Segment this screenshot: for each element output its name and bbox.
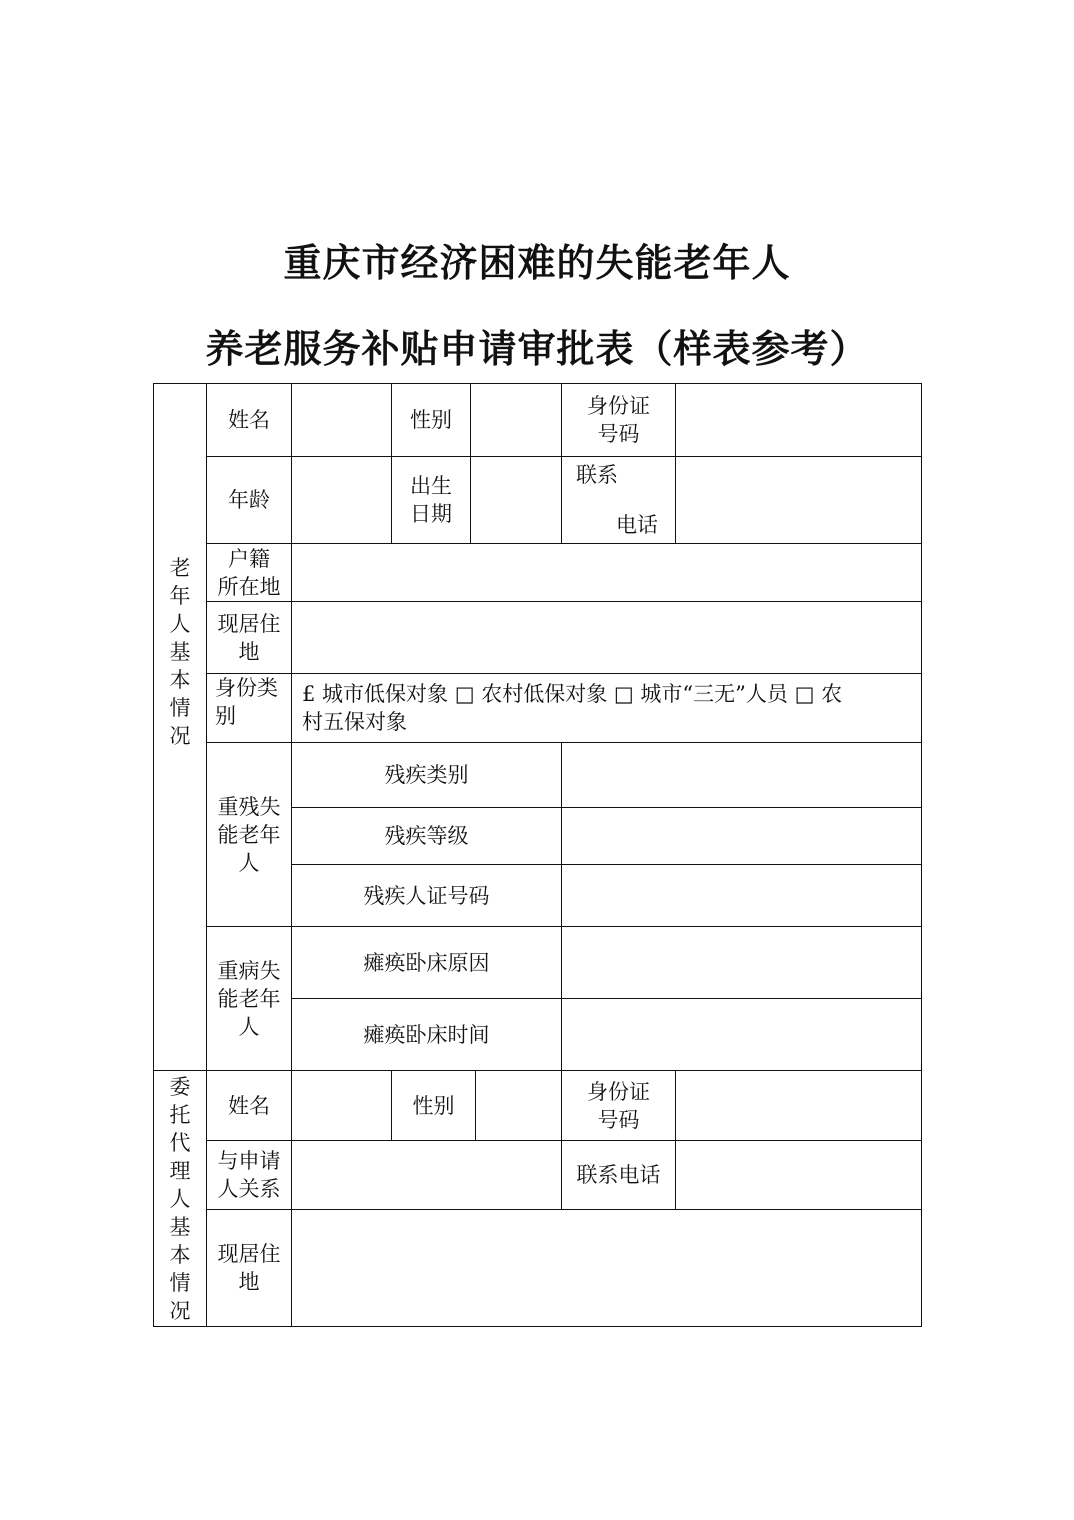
elder-gender-field[interactable] xyxy=(470,383,562,457)
agent-id-field[interactable] xyxy=(675,1070,922,1141)
elder-age-field[interactable] xyxy=(291,456,392,544)
elder-residence-field[interactable] xyxy=(291,601,922,674)
agent-relation-label: 与申请 人关系 xyxy=(206,1140,292,1210)
elder-id-label: 身份证 号码 xyxy=(561,383,676,457)
elder-name-label: 姓名 xyxy=(206,383,292,457)
bedridden-reason-field[interactable] xyxy=(561,926,922,999)
elder-hukou-field[interactable] xyxy=(291,543,922,602)
agent-name-label: 姓名 xyxy=(206,1070,292,1141)
form-title-line2: 养老服务补贴申请审批表（样表参考） xyxy=(205,326,869,371)
disability-type-field[interactable] xyxy=(561,742,922,808)
elder-contact-field[interactable] xyxy=(675,456,922,544)
agent-residence-field[interactable] xyxy=(291,1209,922,1327)
elder-hukou-label: 户籍 所在地 xyxy=(206,543,292,602)
agent-section-heading: 委 托 代 理 人 基 本 情 况 xyxy=(153,1070,207,1327)
identity-options-line2: 村五保对象 xyxy=(302,710,407,734)
disability-cert-label: 残疾人证号码 xyxy=(291,864,562,927)
bedridden-reason-label: 瘫痪卧床原因 xyxy=(291,926,562,999)
elder-age-label: 年龄 xyxy=(206,456,292,544)
elder-id-field[interactable] xyxy=(675,383,922,457)
identity-options-line1: £ 城市低保对象 □ 农村低保对象 □ 城市“三无”人员 □ 农 xyxy=(302,682,843,706)
agent-id-label: 身份证 号码 xyxy=(561,1070,676,1141)
agent-gender-label: 性别 xyxy=(391,1070,476,1141)
disability-type-label: 残疾类别 xyxy=(291,742,562,808)
elder-birthdate-label: 出生 日期 xyxy=(391,456,471,544)
form-title-line1: 重庆市经济困难的失能老年人 xyxy=(283,240,791,285)
agent-relation-field[interactable] xyxy=(291,1140,562,1210)
elder-residence-label: 现居住 地 xyxy=(206,601,292,674)
agent-gender-field[interactable] xyxy=(475,1070,562,1141)
elder-gender-label: 性别 xyxy=(391,383,471,457)
disability-level-label: 残疾等级 xyxy=(291,807,562,865)
elder-name-field[interactable] xyxy=(291,383,392,457)
elder-section-heading: 老 年 人 基 本 情 况 xyxy=(153,383,207,1071)
bedridden-time-label: 瘫痪卧床时间 xyxy=(291,998,562,1071)
elder-disabled-group-label: 重残失 能老年 人 xyxy=(206,742,292,927)
agent-residence-label: 现居住 地 xyxy=(206,1209,292,1327)
elder-ill-group-label: 重病失 能老年 人 xyxy=(206,926,292,1071)
elder-contact-label: 联系 电话 xyxy=(561,456,676,544)
disability-level-field[interactable] xyxy=(561,807,922,865)
bedridden-time-field[interactable] xyxy=(561,998,922,1071)
elder-birthdate-field[interactable] xyxy=(470,456,562,544)
agent-phone-label: 联系电话 xyxy=(561,1140,676,1210)
elder-identity-label: 身份类 别 xyxy=(206,673,292,743)
agent-phone-field[interactable] xyxy=(675,1140,922,1210)
elder-identity-options[interactable] xyxy=(291,673,922,743)
agent-name-field[interactable] xyxy=(291,1070,392,1141)
disability-cert-field[interactable] xyxy=(561,864,922,927)
